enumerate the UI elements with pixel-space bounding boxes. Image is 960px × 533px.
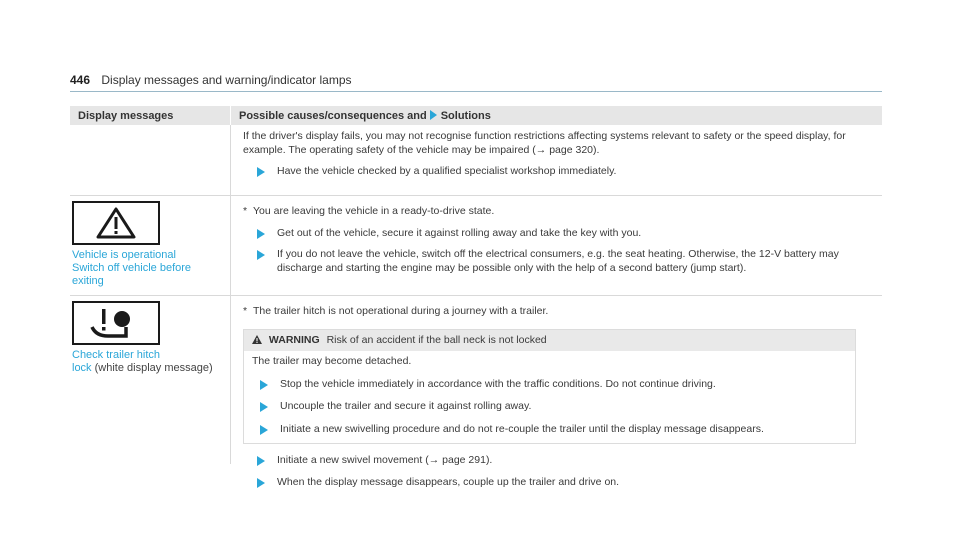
step bbox=[243, 476, 882, 490]
label-line bbox=[72, 362, 230, 375]
step-text: Initiate a new swivelling procedure and do not re-couple the trailer until the display message disappears. bbox=[280, 422, 764, 435]
row-solution-cell bbox=[231, 196, 882, 295]
step bbox=[243, 165, 882, 179]
step-arrow-icon bbox=[257, 167, 265, 177]
display-messages-table bbox=[70, 106, 882, 488]
step-text: Initiate a new swivel movement (→ page 291). bbox=[277, 454, 493, 466]
bullet: * The trailer hitch is not operational during a journey with a trailer. bbox=[243, 305, 549, 317]
warning-box bbox=[243, 329, 856, 445]
table-header bbox=[70, 106, 882, 125]
page-number: 446 bbox=[70, 73, 91, 87]
trailer-hitch-warning-icon bbox=[72, 301, 160, 345]
label-line: exiting bbox=[72, 275, 104, 287]
step-text: Have the vehicle checked by a qualified specialist workshop immediately. bbox=[277, 165, 617, 177]
label-line: Check trailer hitch bbox=[72, 349, 161, 361]
step bbox=[243, 227, 882, 241]
col-header-causes-label: Possible causes/consequences and bbox=[239, 110, 427, 122]
label-line: Vehicle is operational bbox=[72, 249, 176, 261]
page-ref-link[interactable]: → page 320). bbox=[535, 143, 600, 156]
row-display-cell bbox=[70, 296, 231, 464]
row0-text: If the driver's display fails, you may not recognise function restrictions affecting systems relevant to safety or the speed display, for example. The operating safety of the vehicle may be impaired ( bbox=[243, 130, 846, 156]
step bbox=[252, 378, 847, 392]
warning-body bbox=[244, 351, 855, 443]
step-text: When the display message disappears, couple up the trailer and drive on. bbox=[277, 475, 620, 488]
warning-heading: Risk of an accident if the ball neck is not locked bbox=[326, 333, 547, 346]
warning-text: The trailer may become detached. bbox=[252, 355, 412, 367]
row-display-cell bbox=[70, 125, 231, 195]
warning-triangle-icon bbox=[72, 201, 160, 245]
bullet-text: You are leaving the vehicle in a ready-to-drive state. bbox=[253, 205, 495, 217]
display-message-label bbox=[72, 349, 230, 375]
step-text: Get out of the vehicle, secure it against rolling away and take the key with you. bbox=[277, 226, 642, 239]
step-arrow-icon bbox=[257, 250, 265, 260]
step-arrow-icon bbox=[260, 425, 268, 435]
step bbox=[252, 400, 847, 414]
header-divider bbox=[70, 91, 882, 92]
col-header-solutions-label: Solutions bbox=[440, 110, 491, 122]
warning-header bbox=[244, 330, 855, 352]
page-header-title: Display messages and warning/indicator lamps bbox=[101, 73, 352, 87]
display-message-label bbox=[72, 249, 230, 288]
row-solution-cell bbox=[231, 296, 882, 488]
row-solution-cell bbox=[231, 125, 882, 195]
table-row bbox=[70, 296, 882, 488]
warning-triangle-icon bbox=[252, 335, 262, 344]
step-arrow-icon bbox=[260, 402, 268, 412]
step-arrow-icon bbox=[257, 456, 265, 466]
step-text: Uncouple the trailer and secure it against rolling away. bbox=[280, 400, 532, 412]
label-colored: lock bbox=[72, 362, 92, 374]
step bbox=[252, 423, 847, 437]
page-header bbox=[70, 73, 352, 87]
step-arrow-icon bbox=[257, 478, 265, 488]
bullet-text: The trailer hitch is not operational during a journey with a trailer. bbox=[253, 305, 549, 317]
label-line: Switch off vehicle before bbox=[72, 262, 192, 274]
col-header-causes bbox=[231, 106, 882, 125]
step-text: If you do not leave the vehicle, switch off the electrical consumers, e.g. the seat heating. Otherwise, the 12-V battery may discharge and starting the engine may be possible only with the help of a second battery (jump start). bbox=[277, 248, 839, 274]
table-row bbox=[70, 125, 882, 196]
step-arrow-icon bbox=[257, 229, 265, 239]
row-display-cell bbox=[70, 196, 231, 295]
table-row bbox=[70, 196, 882, 296]
bullet: * You are leaving the vehicle in a ready-to-drive state. bbox=[243, 205, 495, 217]
col-header-display-messages: Display messages bbox=[70, 106, 231, 125]
step-arrow-icon bbox=[260, 380, 268, 390]
step-text: Stop the vehicle immediately in accordance with the traffic conditions. Do not continue driving. bbox=[280, 377, 716, 390]
label-plain: (white display message) bbox=[94, 362, 213, 374]
paragraph bbox=[243, 130, 882, 157]
warning-title: WARNING bbox=[268, 333, 320, 346]
step bbox=[243, 454, 882, 468]
step bbox=[243, 248, 882, 275]
arrow-right-icon bbox=[430, 110, 437, 120]
